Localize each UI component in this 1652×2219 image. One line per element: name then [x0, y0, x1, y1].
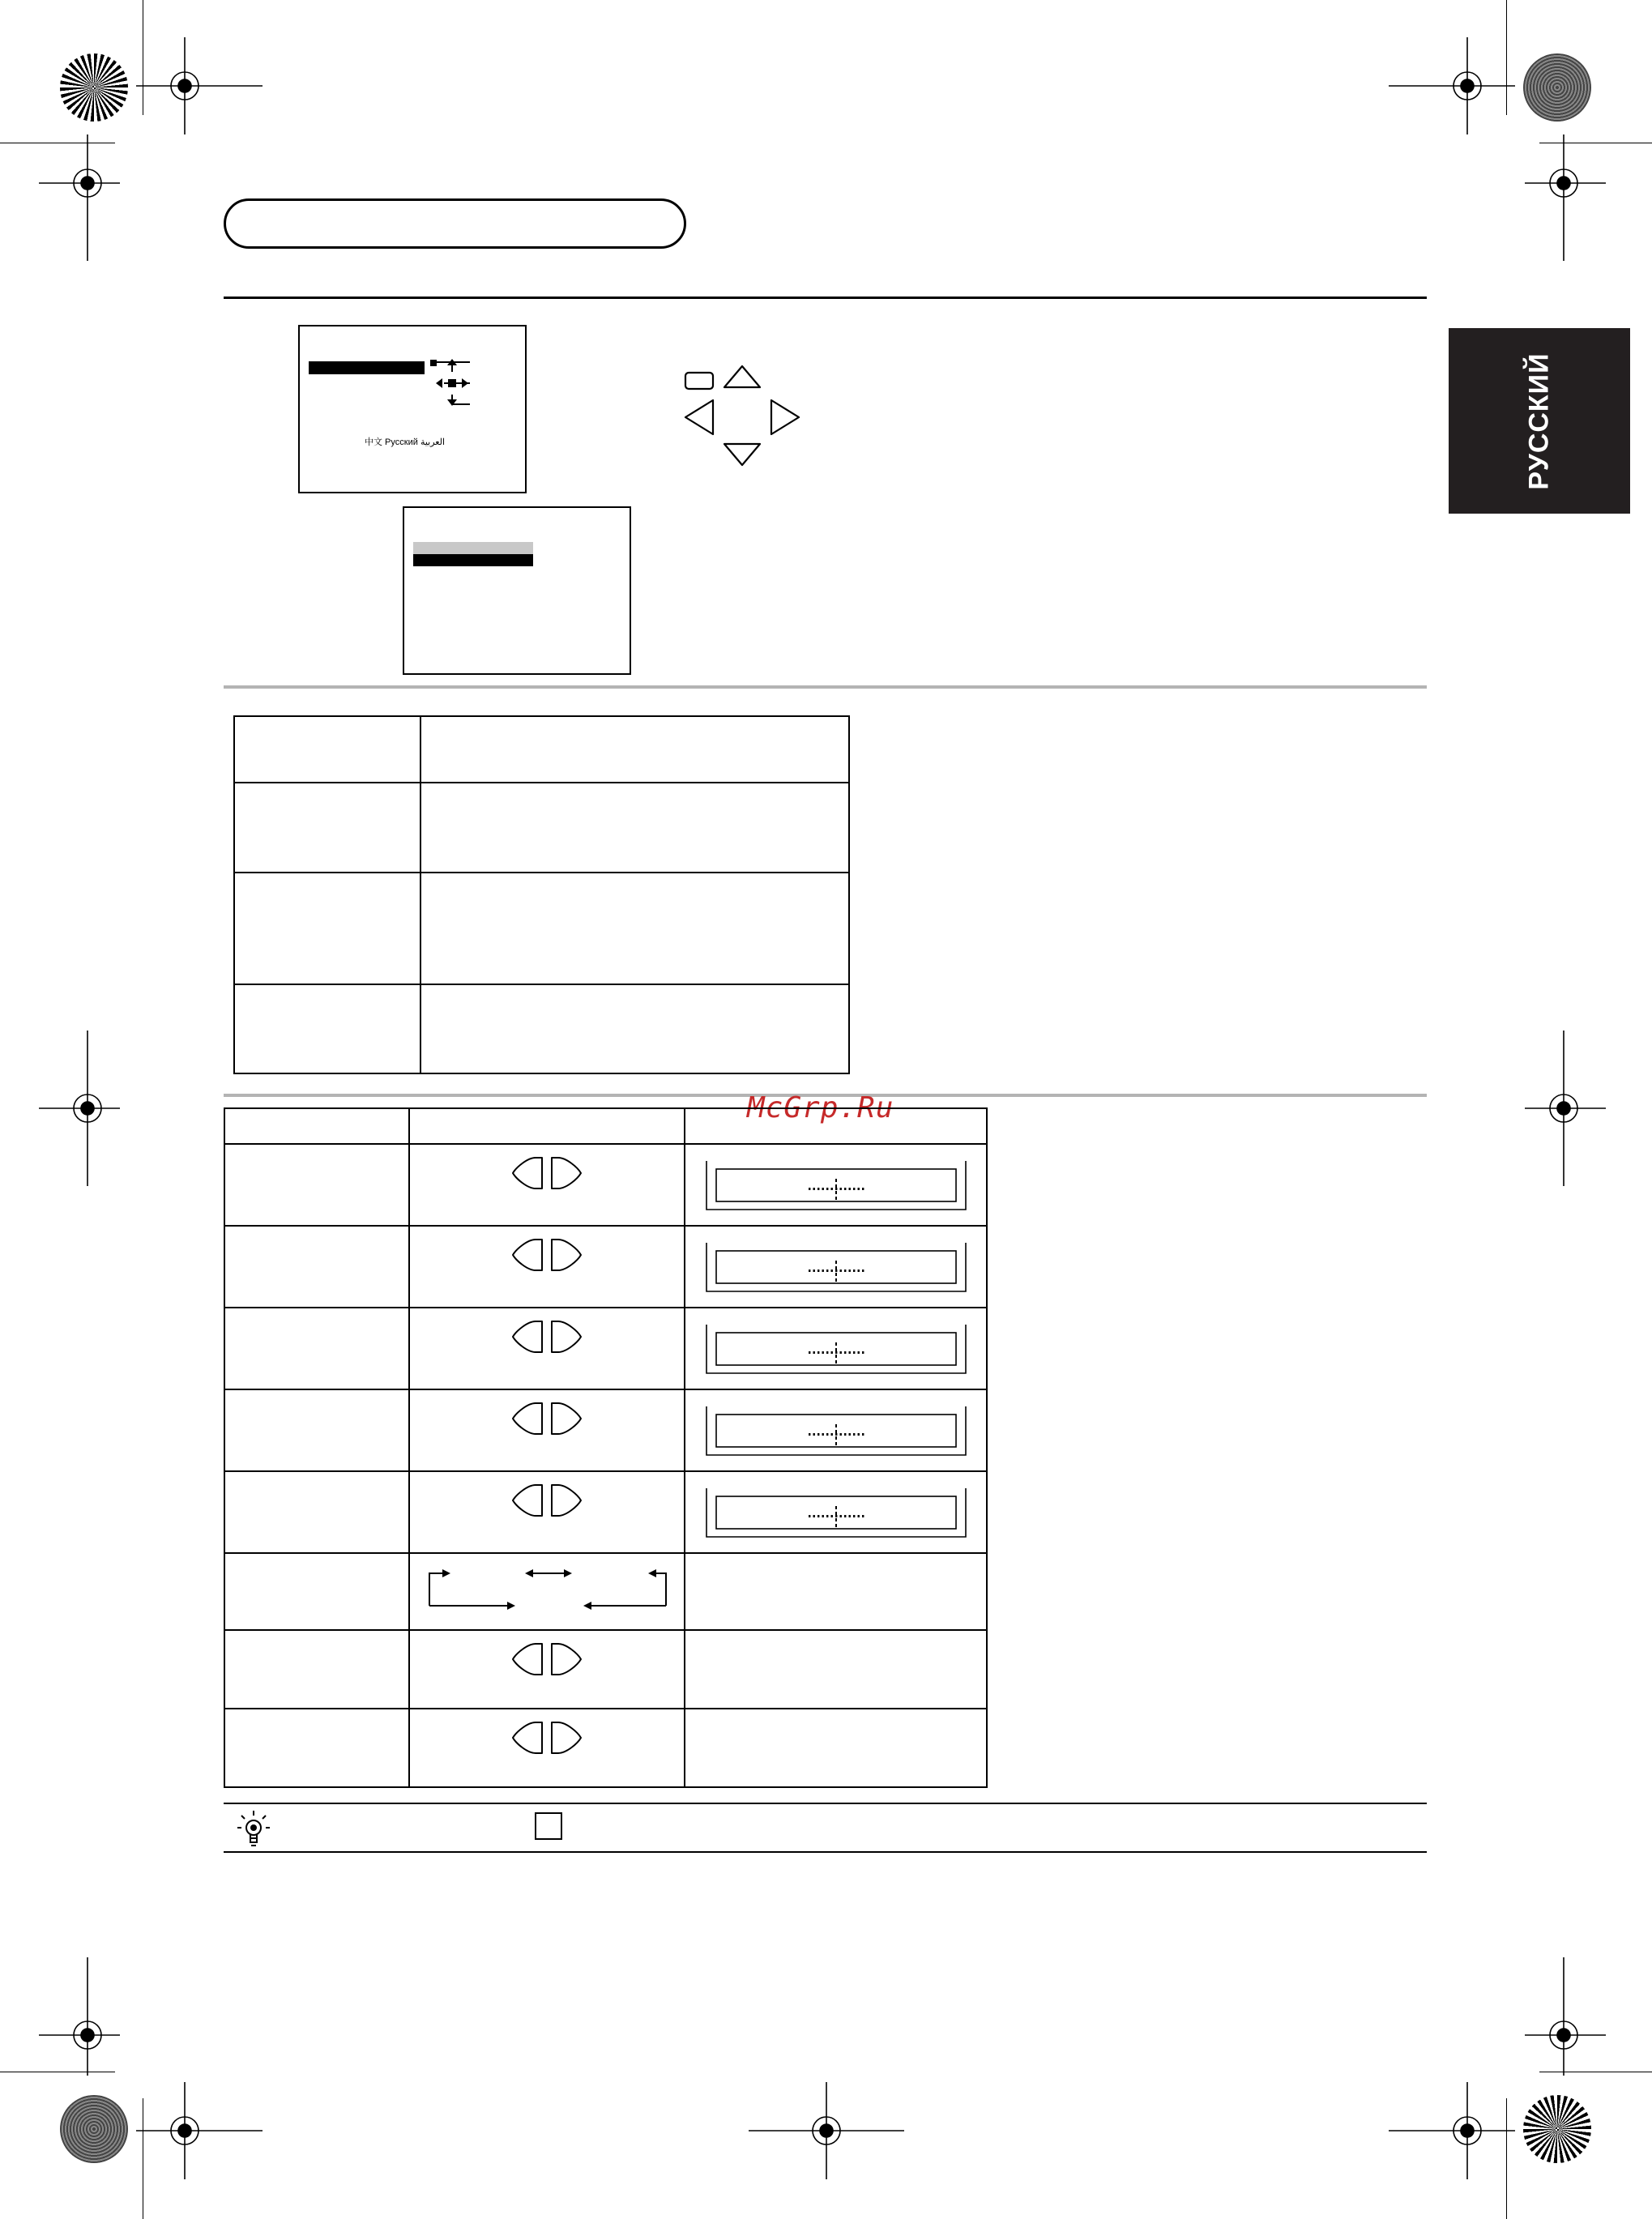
left-arrow-icon [685, 400, 713, 434]
left-right-arrows-icon [510, 1154, 584, 1192]
left-right-arrows-icon [510, 1236, 584, 1274]
table-header-cell [409, 1108, 685, 1144]
watermark: McGrp.Ru [747, 1091, 894, 1124]
table-row [234, 716, 849, 783]
table-cell [224, 1389, 409, 1471]
table-row [224, 1471, 987, 1553]
table-header-cell [685, 1108, 987, 1144]
button-symbol-icon [535, 1812, 562, 1840]
menu-highlight-bar [309, 361, 425, 374]
language-options: 中文 Русский العربية [365, 437, 445, 447]
table-row [234, 984, 849, 1073]
left-right-buttons [510, 1154, 584, 1197]
table-row [224, 1226, 987, 1308]
left-right-arrows-icon [510, 1400, 584, 1437]
remote-buttons-diagram [679, 363, 809, 472]
table-cell [409, 1709, 685, 1787]
table-cell [685, 1630, 987, 1709]
tip-top-rule [224, 1803, 1427, 1804]
option-cycle-arrows-icon [426, 1564, 669, 1614]
left-right-buttons [510, 1400, 584, 1442]
table-cell [409, 1308, 685, 1389]
table-cell [234, 873, 420, 984]
table-cell [409, 1630, 685, 1709]
menu-button-icon [685, 373, 713, 389]
table-cell [420, 984, 849, 1073]
up-arrow-icon [724, 366, 760, 387]
table-cell [420, 873, 849, 984]
menu-item-grey-bar [413, 542, 533, 554]
slider-graphic [705, 1487, 967, 1543]
table-cell [409, 1226, 685, 1308]
table-row [224, 1630, 987, 1709]
table-cell [234, 716, 420, 783]
table-row [224, 1709, 987, 1787]
slider-graphic [705, 1323, 967, 1380]
table-cell [409, 1553, 685, 1630]
table-cell [224, 1553, 409, 1630]
section-title-pill [224, 198, 686, 249]
osd-screen-language [298, 325, 527, 493]
table-cell [685, 1389, 987, 1471]
table-cell [234, 984, 420, 1073]
table-cell [224, 1630, 409, 1709]
section-divider [224, 685, 1427, 689]
tip-bottom-rule [224, 1851, 1427, 1853]
table-cell [409, 1471, 685, 1553]
osd-screen-submenu [403, 506, 631, 675]
table-cell [685, 1709, 987, 1787]
table-cell [224, 1709, 409, 1787]
table-cell [224, 1144, 409, 1226]
table-row [234, 783, 849, 873]
left-right-arrows-icon [510, 1318, 584, 1355]
table-cell [420, 783, 849, 873]
table-cell [685, 1144, 987, 1226]
header-rule [224, 297, 1427, 299]
table-row [234, 873, 849, 984]
settings-description-table [233, 715, 850, 1074]
level-slider [705, 1487, 967, 1543]
table-header-row [224, 1108, 987, 1144]
left-right-arrows-icon [510, 1641, 584, 1678]
left-right-buttons [510, 1318, 584, 1360]
table-cell [224, 1308, 409, 1389]
language-tab-label: РУССКИЙ [1523, 352, 1555, 490]
language-tab [1449, 328, 1630, 514]
left-right-buttons [510, 1482, 584, 1524]
left-right-buttons [510, 1641, 584, 1683]
level-slider [705, 1159, 967, 1216]
down-arrow-icon [724, 444, 760, 465]
slider-graphic [705, 1159, 967, 1216]
right-arrow-icon [771, 400, 799, 434]
menu-highlight-bar [413, 554, 533, 566]
table-cell [685, 1553, 987, 1630]
table-cell [409, 1144, 685, 1226]
left-right-buttons [510, 1719, 584, 1761]
left-right-buttons [510, 1236, 584, 1278]
crosshair-top-1 [136, 37, 263, 134]
left-right-arrows-icon [510, 1482, 584, 1519]
table-cell [409, 1389, 685, 1471]
adjust-navigation-icon [425, 354, 481, 411]
table-cell [224, 1471, 409, 1553]
table-cell [234, 783, 420, 873]
table-cell [224, 1226, 409, 1308]
left-right-arrows-icon [510, 1719, 584, 1756]
table-row [224, 1308, 987, 1389]
slider-graphic [705, 1405, 967, 1462]
adjustment-table [224, 1107, 988, 1788]
lightbulb-icon [235, 1808, 272, 1850]
table-cell [685, 1308, 987, 1389]
table-cell [685, 1226, 987, 1308]
table-row [224, 1553, 987, 1630]
slider-graphic [705, 1241, 967, 1298]
table-cell [420, 716, 849, 783]
level-slider [705, 1323, 967, 1380]
table-cell [685, 1471, 987, 1553]
table-header-cell [224, 1108, 409, 1144]
table-row [224, 1389, 987, 1471]
level-slider [705, 1405, 967, 1462]
level-slider [705, 1241, 967, 1298]
table-row [224, 1144, 987, 1226]
